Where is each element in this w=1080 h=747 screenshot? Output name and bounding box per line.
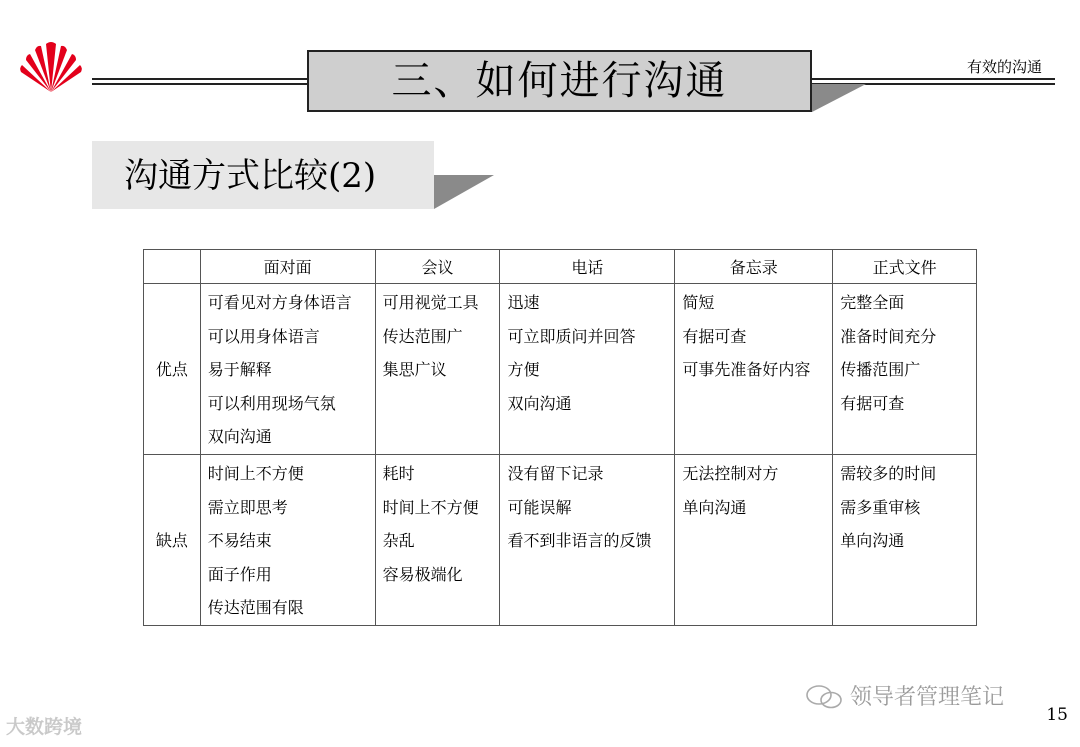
title-shadow xyxy=(812,84,868,112)
cell-line: 完整全面 xyxy=(840,293,905,312)
page-number: 15 xyxy=(1046,705,1068,725)
table-cell xyxy=(200,454,375,625)
table-cell xyxy=(675,284,833,455)
cell-line: 可以用身体语言 xyxy=(207,326,320,346)
header-cell: 电话 xyxy=(500,250,675,284)
cell-line: 传达范围有限 xyxy=(207,598,304,618)
corner-watermark: 大数跨境 xyxy=(6,716,83,738)
table-header-row xyxy=(144,250,977,284)
cell-line: 简短 xyxy=(682,293,715,312)
header-cell: 正式文件 xyxy=(833,250,977,284)
cell-line: 可事先准备好内容 xyxy=(682,360,811,380)
company-logo xyxy=(18,38,84,94)
table-cell xyxy=(833,284,977,455)
wechat-icon xyxy=(805,684,845,710)
table-cell xyxy=(833,454,977,625)
header-cell-blank xyxy=(144,250,201,284)
cell-line: 不易结束 xyxy=(207,531,272,551)
cell-line: 时间上不方便 xyxy=(382,497,479,517)
cell-line: 可立即质问并回答 xyxy=(507,326,636,346)
cell-line: 有据可查 xyxy=(840,393,905,413)
cell-line: 没有留下记录 xyxy=(507,463,604,483)
cell-line: 有据可查 xyxy=(682,326,747,346)
cell-line: 迅速 xyxy=(507,293,540,312)
cell-line: 集思广议 xyxy=(382,360,447,380)
header-tag: 有效的沟通 xyxy=(966,58,1042,76)
cell-line: 传达范围广 xyxy=(382,326,463,346)
cell-line: 可能误解 xyxy=(507,497,572,517)
table-row-advantages xyxy=(144,284,977,455)
row-label: 缺点 xyxy=(144,454,201,625)
cell-line: 无法控制对方 xyxy=(682,463,779,483)
cell-line: 双向沟通 xyxy=(507,393,572,413)
table-cell xyxy=(375,454,500,625)
header-rule-left-2 xyxy=(92,83,308,85)
header-rule-left-1 xyxy=(92,78,308,80)
subtitle-shadow xyxy=(434,175,496,210)
cell-line: 双向沟通 xyxy=(207,427,272,447)
row-label: 优点 xyxy=(144,284,201,455)
table-cell xyxy=(200,284,375,455)
cell-line: 容易极端化 xyxy=(382,564,463,584)
cell-line: 可用视觉工具 xyxy=(382,293,479,312)
table-cell xyxy=(500,454,675,625)
watermark-text: 领导者管理笔记 xyxy=(850,685,1005,710)
cell-line: 需立即思考 xyxy=(207,497,288,517)
header-rule-right-1 xyxy=(812,78,1055,80)
cell-line: 时间上不方便 xyxy=(207,463,304,483)
cell-line: 需较多的时间 xyxy=(840,463,937,483)
page-title: 三、如何进行沟通 xyxy=(307,50,812,112)
cell-line: 面子作用 xyxy=(207,564,272,584)
header-cell: 会议 xyxy=(375,250,500,284)
cell-line: 需多重审核 xyxy=(840,497,921,517)
header-cell: 面对面 xyxy=(200,250,375,284)
table-row-disadvantages xyxy=(144,454,977,625)
cell-line: 单向沟通 xyxy=(682,497,747,517)
header-cell: 备忘录 xyxy=(675,250,833,284)
section-subtitle: 沟通方式比较(2) xyxy=(92,141,434,209)
table-cell xyxy=(675,454,833,625)
cell-line: 准备时间充分 xyxy=(840,326,937,346)
cell-line: 可看见对方身体语言 xyxy=(207,293,352,312)
cell-line: 耗时 xyxy=(382,463,415,483)
cell-line: 单向沟通 xyxy=(840,531,905,551)
table-cell xyxy=(375,284,500,455)
cell-line: 传播范围广 xyxy=(840,360,921,380)
cell-line: 看不到非语言的反馈 xyxy=(507,531,652,551)
table-cell xyxy=(500,284,675,455)
comparison-table xyxy=(143,249,977,626)
cell-line: 易于解释 xyxy=(207,360,272,380)
cell-line: 杂乱 xyxy=(382,531,415,551)
cell-line: 方便 xyxy=(507,360,540,380)
cell-line: 可以利用现场气氛 xyxy=(207,393,336,413)
